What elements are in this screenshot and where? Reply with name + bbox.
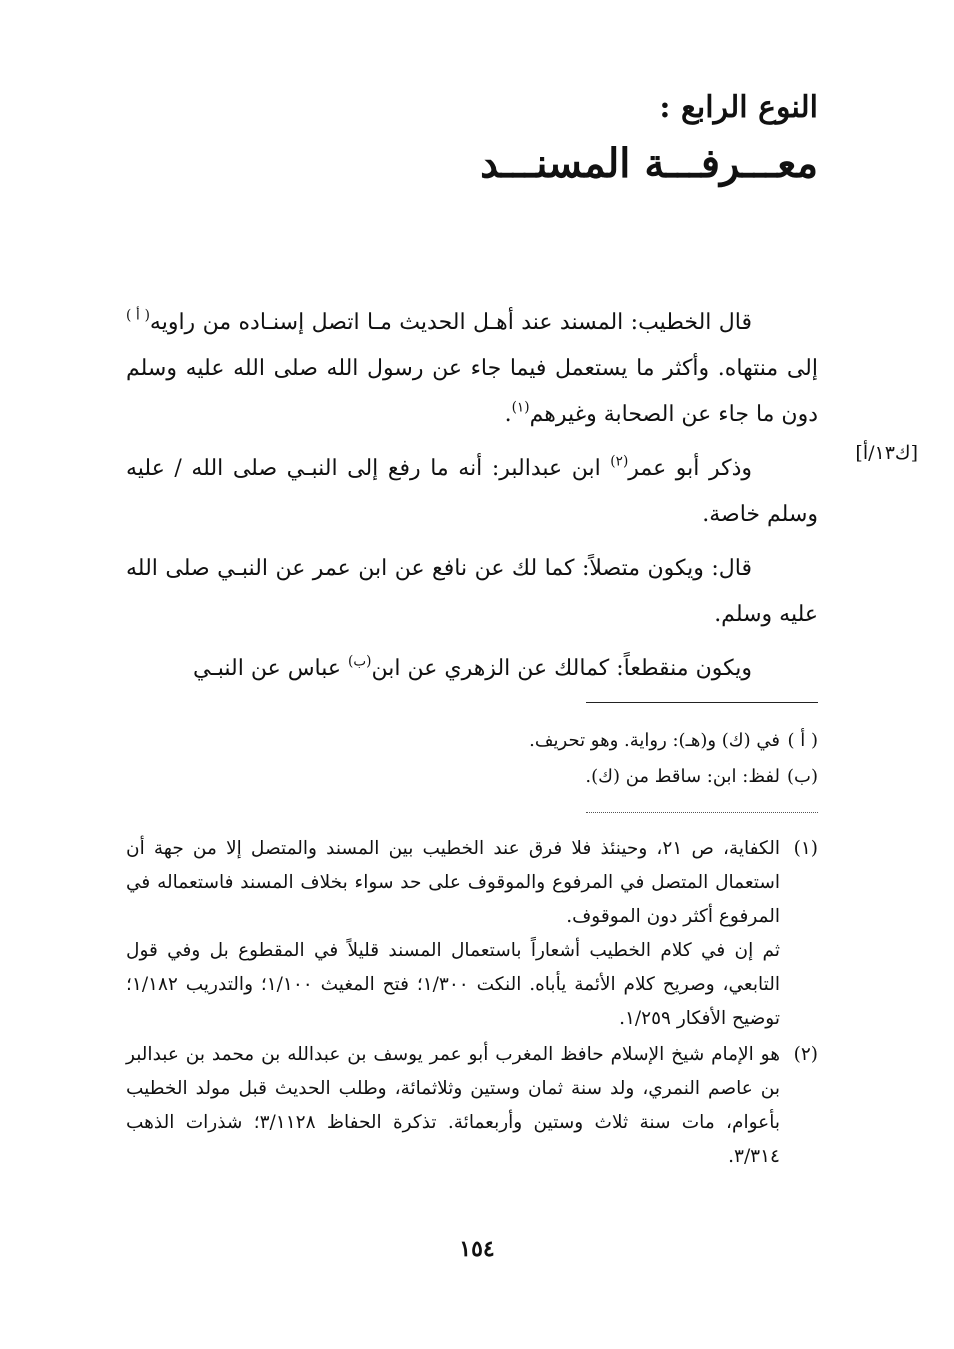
- footnotes: [126, 832, 818, 1176]
- chapter-label: النوع الرابع :: [659, 90, 818, 125]
- footnote-marker-2: (٢): [610, 453, 629, 470]
- paragraph-4: ويكون منقطعاً: كمالك عن الزهري عن ابن$^{(ب)}$ عباس عن النبـي: [192, 653, 752, 681]
- paragraph-1: قال الخطيب: المسند عند أهـل الحديث مـا اتصل إسنـاده من راويه$^{( أ )}$ إلى منتهاه. وأكثر ما يستعمل فيما جاء عن رسول الله صلى الله عليه وسلم دون ما جاء عن الصحابة وغيرهم$^{(١)}$.: [126, 307, 818, 427]
- footnote-text: الكفاية، ص ٢١، وحينئذ فلا فرق عند الخطيب بين المسند والمتصل إلا من جهة أن استعمال المتصل في المرفوع والموقوف على حد سواء بخلاف المسند فاستعماله في المرفوع أكثر دون الموقوف.: [126, 838, 780, 927]
- variant-marker-a: ( أ ): [126, 307, 150, 324]
- variant-note: ( أ ) في (ك) و(هـ): رواية. وهو تحريف.: [529, 730, 818, 751]
- paragraph-2: وذكر أبو عمر$^{(٢)}$ ابن عبدالبر: أنه ما رفع إلى النبـي صلى الله / عليه وسلم خاصة.: [126, 453, 818, 527]
- dotted-separator: [586, 812, 818, 813]
- paragraph-3: قال: ويكون متصلاً: كما لك عن نافع عن ابن عمر عن النبـي صلى الله عليه وسلم.: [126, 556, 818, 627]
- variant-note: (ب) لفظ: ابن: ساقط من (ك).: [585, 766, 818, 787]
- variant-notes: [126, 724, 818, 796]
- main-text: [126, 300, 818, 700]
- footnote-marker-1: (١): [511, 399, 530, 416]
- footnote-text: هو الإمام شيخ الإسلام حافظ المغرب أبو عمر يوسف بن عبدالله بن محمد بن عبدالبر بن عاصم النمري، ولد سنة ثمان وستين وثلاثمائة، وطلب الحديث قبل مولد الخطيب بأعوام، مات سنة ثلاث وستين وأربعمائة. تذكرة الحفاظ ٣/١١٢٨؛ شذرات الذهب ٣/٣١٤.: [126, 1044, 780, 1167]
- manuscript-folio-marker: [ك١٣/أ]: [855, 442, 918, 464]
- footnote-2: (٢) هو الإمام شيخ الإسلام حافظ المغرب أبو عمر يوسف بن عبدالله بن محمد بن عبدالبر بن عاصم النمري، ولد سنة ثمان وستين وثلاثمائة، وطلب الحديث قبل مولد الخطيب بأعوام، مات سنة ثلاث وستين وأربعمائة. تذكرة الحفاظ ٣/١١٢٨؛ شذرات الذهب ٣/٣١٤.: [126, 1038, 818, 1174]
- footnote-text: ثم إن في كلام الخطيب أشعاراً باستعمال المسند قليلاً في المقطوع بل وفي قول التابعي، وصريح كلام الأئمة يأباه. النكت ١/٣٠٠؛ فتح المغيث ١/١٠٠؛ والتدريب ١/١٨٢؛ توضيح الأفكار ١/٢٥٩.: [126, 940, 780, 1029]
- footnote-separator: [586, 702, 818, 703]
- page-number: ١٥٤: [459, 1236, 495, 1262]
- chapter-title: معـــرفـــة المسنـــد: [480, 140, 818, 187]
- footnote-1: (١) الكفاية، ص ٢١، وحينئذ فلا فرق عند الخطيب بين المسند والمتصل إلا من جهة أن استعمال المتصل في المرفوع والموقوف على حد سواء بخلاف المسند فاستعماله في المرفوع أكثر دون الموقوف. ثم إن في كلام الخطيب أشعاراً باستعمال المسند قليلاً في المقطوع بل وفي قول التابعي، وصريح كلام الأئمة يأباه. النكت ١/٣٠٠؛ فتح المغيث ١/١٠٠؛ والتدريب ١/١٨٢؛ توضيح الأفكار ١/٢٥٩.: [126, 832, 818, 1036]
- variant-marker-b: (ب): [348, 653, 372, 670]
